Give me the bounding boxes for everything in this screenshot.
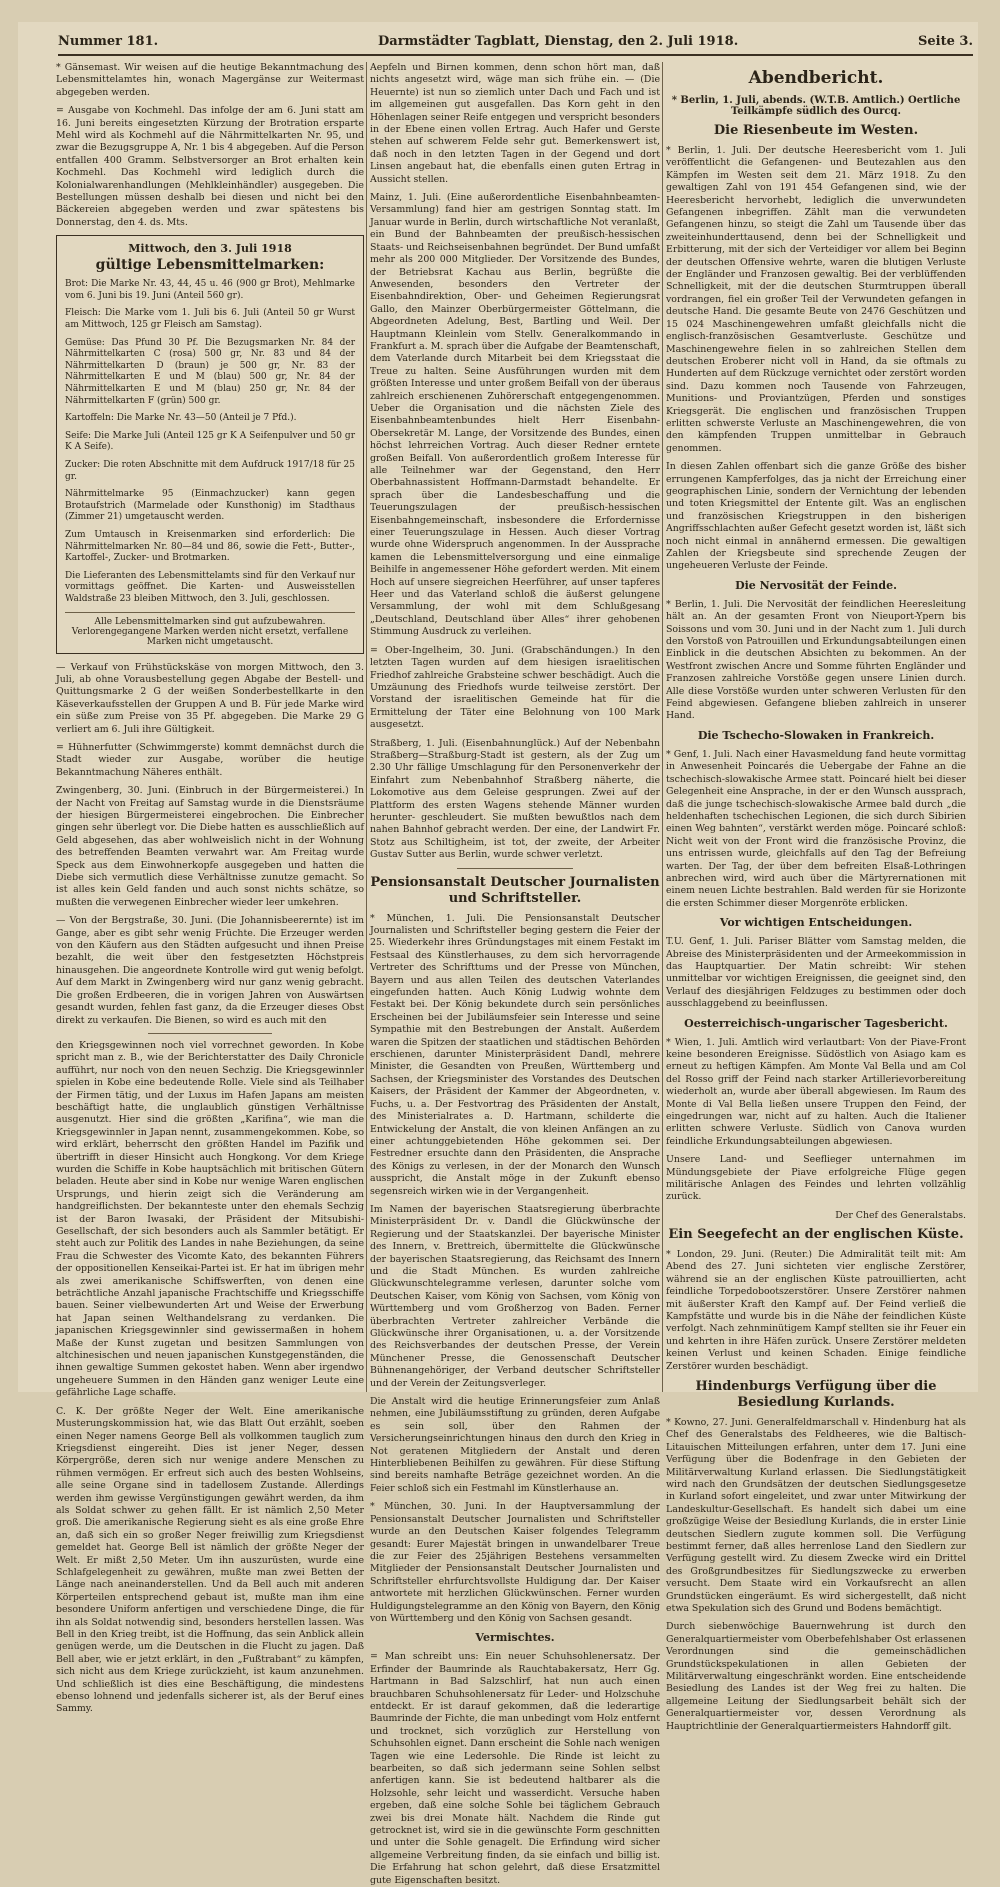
article-paragraph: — Verkauf von Frühstückskäse von morgen Mittwoch, den 3. Juli, ab ohne Vorausbestellung gegen Abgabe der Bestell- und Quittungsmarke 2 G der weißen Sonderbestellkarte in den Käseverkaufsstellen der Gruppen A und B. Für jede Marke wird ein süße zum Preise von 35 Pf. abgegeben. Die Marke 29 G verliert am 6. Juli ihre Gültigkeit. (56, 661, 364, 735)
signature-line: Der Chef des Generalstabs. (835, 1209, 966, 1221)
headline: Abendbericht. (748, 68, 884, 88)
separator (148, 1033, 271, 1034)
box-item: Die Lieferanten des Lebensmittelamts sind für den Verkauf nur vormittags geöffnet. Die Karten- und Ausweisstellen Waldstraße 23 bleiben Mittwoch, den 3. Juli, geschlossen. (65, 570, 355, 604)
column-divider (662, 62, 663, 1392)
ration-stamps-box (56, 235, 364, 653)
masthead-line: Darmstädter Tagblatt, Dienstag, den 2. Juli 1918. (378, 34, 739, 49)
box-item: Kartoffeln: Die Marke Nr. 43—50 (Anteil je 7 Pfd.). (65, 413, 297, 424)
separator (457, 868, 573, 869)
headline: Ein Seegefecht an der englischen Küste. (668, 1226, 964, 1242)
column-middle (370, 62, 660, 1886)
article-paragraph: * Berlin, 1. Juli. Die Nervosität der feindlichen Heeresleitung hält an. An der gesamten Front von Nieuport-Ypern bis Soissons und vom 30. Juni und in der Nacht zum 1. Juli durch den Vorstoß von Patrouillen und Erkundungsabteilungen einen Einblick in die deutschen Absichten zu bekommen. An der Westfront zwischen Ancre und Somme führten Engländer und Franzosen zahlreiche Vorstöße gegen unsere Linien durch. Alle diese Vorstöße wurden unter schweren Verlusten für den Feind abgewiesen. Gefangene blieben zahlreich in unserer Hand. (666, 598, 966, 722)
headline: Hindenburgs Verfügung über die Besiedlung Kurlands. (695, 1378, 937, 1410)
headline: Pensionsanstalt Deutscher Journalisten und Schriftsteller. (370, 874, 660, 906)
box-title: gültige Lebensmittelmarken: (95, 257, 325, 274)
headline: Oesterreichisch-ungarischer Tagesbericht. (684, 1016, 948, 1030)
box-date: Mittwoch, den 3. Juli 1918 (128, 242, 292, 256)
article-paragraph: den Kriegsgewinnen noch viel vorrechnet geworden. In Kobe spricht man z. B., wie der Berichterstatter des Daily Chronicle aufführt, nur noch von den neuen Sechzig. Die Kriegsgewinnler spielen in Kobe eine bedeutende Rolle. Viele sind als Teilhaber der Firmen tätig, und der Luxus im Hafen Japans am meisten beschäftigt hatte, die unglaublich günstigen Verhältnisse ausgenutzt. Hier sind die größten „Karifina“, wie man die Kriegsgewinnler in Japan nennt, zusammengekommen. Kobe, so wird erklärt, beherrscht den größten Handel im Pazifik und übertrifft in dieser Hinsicht auch Hongkong. Vor dem Kriege wurden die Schiffe in Kobe hauptsächlich mit britischen Gütern beladen. Heute aber sind in Kobe nur wenige Waren englischen Ursprungs, und hierin zeigt sich die Veränderung am handgreiflichsten. Der bekannteste unter den ehemals Sechzig ist der Baron Iwasaki, der Präsident der Mitsubishi-Gesellschaft, der sich besonders auch als Sammler betätigt. Er steht auch zur Politik des Landes in nahe Beziehungen, da seine Frau die Schwester des Vicomte Kato, des bekannten Führers der oppositionellen Kenseikai-Partei ist. Er hat im übrigen mehr als zwei amerikanische Schiffswerften, von denen eine beträchtliche Anzahl japanische Frachtschiffe und Kriegsschiffe bauen. Seiner vielbewunderten Art und Weise der Erwerbung hat Japan seinen Welthandelsrang zu verdanken. Die japanischen Kriegsgewinnler sind gewissermaßen in hohem Maße der Kunst zugetan und besitzen Sammlungen von altchinesischen und neuen japanischen Kunstgegenständen, die ihnen gewaltige Summen gekostet haben. Wenn aber irgendwo ungeheuere Summen in den Händen ganz weniger Leute eine gefährliche Lage schaffe. (56, 1039, 364, 1399)
article-paragraph: * London, 29. Juni. (Reuter.) Die Admiralität teilt mit: Am Abend des 27. Juni sichteten vier englische Zerstörer, während sie an der englischen Küste patrouillierten, acht feindliche Torpedobootszerstörer. Unsere Zerstörer nahmen mit äußerster Kraft den Kampf auf. Der Feind verließ die Kampfstätte und wurde bis in die Nähe der feindlichen Küste verfolgt. Nach zehnminütigem Kampf stellten sie ihr Feuer ein und kehrten in ihre Häfen zurück. Unsere Zerstörer meldeten keinen Verlust und keinen Schaden. Einige feindliche Zerstörer wurden beschädigt. (666, 1248, 966, 1372)
issue-number: Nummer 181. (58, 34, 159, 49)
article-paragraph: = Man schreibt uns: Ein neuer Schuhsohlenersatz. Der Erfinder der Baumrinde als Rauchtabakersatz, Herr Gg. Hartmann in Bad Salzschlirf, hat nun auch einen brauchbaren Schuhsohlenersatz für Leder- und Holzschuhe entdeckt. Er ist darauf gekommen, daß die lederartige Baumrinde der Fichte, die man unbedingt vom Holz entfernt und trocknet, sich vorzüglich zur Herstellung von Schuhsohlen eignet. Dann erscheint die Sohle nach wenigen Tagen wie eine Ledersohle. Die Rinde ist leicht zu bearbeiten, so daß sich jedermann seine Sohlen selbst anfertigen kann. Sie ist bedeutend haltbarer als die Holzsohle, sehr leicht und wasserdicht. Versuche haben ergeben, daß eine solche Sohle bei täglichem Gebrauch zwei bis drei Monate hält. Nachdem die Rinde gut getrocknet ist, wird sie in die gewünschte Form geschnitten und unter die Sohle genagelt. Die Erfindung wird sicher allgemeine Verbreitung finden, da sie einfach und billig ist. Die Erfahrung hat schon gelehrt, daß diese Ersatzmittel gute Eigenschaften besitzt. (370, 1651, 660, 1886)
article-paragraph: C. K. Der größte Neger der Welt. Eine amerikanische Musterungskommission hat, wie das Blatt Out erzählt, soeben einen Neger namens George Bell als vollkommen tauglich zum Kriegsdienst eingereiht. Dies ist jener Neger, dessen Körpergröße, deren sich nur wenige andere Menschen zu rühmen vermögen. Er erfreut sich auch des besten Wohlseins, alle seine Organe sind in tadellosem Zustande. Allerdings werden ihm gewisse Vergünstigungen gewährt werden, da ihm als Soldat schwer zu gehen fällt. Er ist nämlich 2,50 Meter groß. Die amerikanische Regierung sieht es als eine große Ehre an, daß sich ein so großer Neger freiwillig zum Kriegsdienst gemeldet hat. George Bell ist nämlich der größte Neger der Welt. Er mißt 2,50 Meter. Um ihn auszurüsten, wurde eine Schlafgelegenheit zu gewähren, mußte man zwei Betten der Länge nach aneinanderstellen. Und da Bell auch mit anderen Körperteilen entsprechend gebaut ist, mußte man ihm eine besondere Uniform anfertigen und verschiedene Dinge, die für ihn als Soldat notwendig sind, besonders herstellen lassen. Was Bell in den Krieg treibt, ist die Hoffnung, das sein Anblick allein genügen werde, um die Deutschen in die Flucht zu jagen. Daß Bell aber, wie er jetzt erklärt, in den „Fußtrabant“ zu kämpfen, sich nicht aus dem Kriege zurückzieht, ist kaum anzunehmen. Und schließlich ist dies eine Beschäftigung, die mindestens ebenso lohnend und jedenfalls sicherer ist, als der Beruf eines Sammy. (56, 1405, 364, 1715)
box-item: Gemüse: Das Pfund 30 Pf. Die Bezugsmarken Nr. 84 der Nährmittelkarten C (rosa) 500 gr, Nr. 83 und 84 der Nährmittelkarten D (braun) je 500 gr, Nr. 83 der Nährmittelkarten E und M (blau) 500 gr, Nr. 84 der Nährmittelkarten E und M (blau) 250 gr, Nr. 84 der Nährmittelkarten F (grün) 500 gr. (65, 337, 355, 406)
column-divider (366, 62, 367, 1392)
article-paragraph: Zwingenberg, 30. Juni. (Einbruch in der Bürgermeisterei.) In der Nacht von Freitag auf Samstag wurde in die Dienstsräume der hiesigen Bürgermeisterei eingebrochen. Die Einbrecher gingen sehr überlegt vor. Die Diebe hatten es ausschließlich auf Geld abgesehen, das aber wohlweislich nicht in der Wohnung des betreffenden Beamten verwahrt war. Am Freitag wurde Speck aus dem Einwohnerkopfe ausgegeben und hatten die Diebe sich vermutlich diese Verhältnisse zunutze gemacht. So ist alles kein Geld fanden und auch sonst nichts schätze, so mußten die verwegenen Einbrecher wieder leer umkehren. (56, 785, 364, 908)
page-number: Seite 3. (918, 34, 973, 49)
article-paragraph: = Ausgabe von Kochmehl. Das infolge der am 6. Juni statt am 16. Juni bereits eingesetzten Kürzung der Brotration ersparte Mehl wird als Kochmehl auf die Nährmittelkarten Nr. 95, und zwar die Bezugsgruppe A, Nr. 1 bis 4 abgegeben. Auf die Person entfallen 400 Gramm. Selbstversorger an Brot erhalten kein Kochmehl. Das Kochmehl wird lediglich durch die Kolonialwarenhandlungen (Mehlkleinhändler) ausgegeben. Die Bestellungen müssen deshalb bei diesen und nicht bei den Bäckereien abgegeben werden und zwar spätestens bis Donnerstag, den 4. ds. Mts. (56, 105, 364, 228)
article-paragraph: Straßberg, 1. Juli. (Eisenbahnunglück.) Auf der Nebenbahn Straßberg—Straßburg-Stadt ist gestern, als der Zug um 2.30 Uhr fällige Umschlagung für den Personenverkehr der Einfahrt zum Nebenbahnhof Straßberg näherte, die Lokomotive aus dem Geleise gesprungen. Zwei auf der Plattform des ersten Wagens stehende Männer wurden herunter- geschleudert. Sie mußten bewußtlos nach dem nahen Bahnhof gebracht werden. Der eine, der Landwirt Fr. Stotz aus Schiltigheim, ist tot, der zweite, der Arbeiter Gustav Sutter aus Berlin, wurde schwer verletzt. (370, 737, 660, 861)
article-paragraph: * München, 30. Juni. In der Hauptversammlung der Pensionsanstalt Deutscher Journalisten und Schriftsteller wurde an den Deutschen Kaiser folgendes Telegramm gesandt: Eurer Majestät bringen in unwandelbarer Treue die zur Feier des 25jährigen Bestehens versammelten Mitglieder der Pensionsanstalt Deutscher Journalisten und Schriftsteller ehrfurchtsvollste Huldigung dar. Der Kaiser antwortete mit herzlichen Glückwünschen. Ferner wurden Huldigungstelegramme an den König von Bayern, den König von Württemberg und den König von Sachsen gesandt. (370, 1501, 660, 1624)
box-item: Fleisch: Die Marke vom 1. Juli bis 6. Juli (Anteil 50 gr Wurst am Mittwoch, 125 gr Fleisch am Samstag). (65, 308, 355, 331)
article-paragraph: Die Anstalt wird die heutige Erinnerungsfeier zum Anlaß nehmen, eine Jubiläumsstiftung zu gründen, deren Aufgabe es sein soll, über den Rahmen der Versicherungseinrichtungen hinaus den durch den Krieg in Not geratenen Mitgliedern der Anstalt und deren Hinterbliebenen Beihilfen zu gewähren. Für diese Stiftung sind bereits namhafte Beträge gezeichnet worden. An die Feier schloß sich ein Festmahl im Künstlerhause an. (370, 1396, 660, 1494)
box-item: Zucker: Die roten Abschnitte mit dem Aufdruck 1917/18 für 25 gr. (65, 460, 355, 482)
article-paragraph: Im Namen der bayerischen Staatsregierung überbrachte Ministerpräsident Dr. v. Dandl die Glückwünsche der Regierung und der Staatskanzlei. Der bayerische Minister des Innern, v. Brettreich, übermittelte die Glückwünsche der bayerischen Staatsregierung, das Reichsamt des Innern und die Stadt München. Es wurden zahlreiche Glückwunschtelegramme verlesen, darunter solche vom Deutschen Kaiser, vom König von Sachsen, vom König von Württemberg und vom Großherzog von Baden. Ferner überbrachten Vertreter zahlreicher Verbände die Glückwünsche ihrer Organisationen, u. a. der Vorsitzende des Reichsverbandes der deutschen Presse, der Verein Münchener Presse, die Genossenschaft Deutscher Bühnenangehöriger, der Verband deutscher Schriftsteller und der Verein der Zeitungsverleger. (370, 1203, 660, 1389)
article-paragraph: * Genf, 1. Juli. Nach einer Havasmeldung fand heute vormittag in Anwesenheit Poincarés die Uebergabe der Fahne an die tschechisch-slowakische Armee statt. Poincaré hielt bei dieser Gelegenheit eine Ansprache, in der er den Wunsch aussprach, daß die junge tschechisch-slowakische Armee bald durch „die heldenhaften tschechischen Legionen, die sich durch Sibirien einen Weg bahnten“, verstärkt werden möge. Poincaré schloß: Nicht weit von der Front wird die französische Provinz, die uns entrissen wurde, gleichfalls auf den Tag der Befreiung warten. Der Tag, der über dem befreiten Elsaß-Lothringen anbrechen wird, wird auch über die Märtyrernationen mit einem neuen Lichte bestrahlen. Bald werden für sie Horizonte die ersten Schimmer dieser Morgenröte erblicken. (666, 748, 966, 909)
box-item: Seife: Die Marke Juli (Anteil 125 gr K A Seifenpulver und 50 gr K A Seife). (65, 430, 355, 453)
article-paragraph: Durch siebenwöchige Bauernwehrung ist durch den Generalquartiermeister vom Oberbefehlshaber Ost erlassenen Verordnungen sind die gemeinschädlichen Grundstückspekulationen in allen Gebieten der Militärverwaltung eingeschränkt worden. Eine entscheidende Besiedlung des Landes ist der Weg frei zu halten. Die allgemeine Leitung der Siedlungsarbeit behält sich der Generalquartiermeister vor, dessen Verordnung als Hauptrichtlinie der Generalquartiermeisters Hahndorff gilt. (666, 1621, 966, 1732)
article-paragraph: Aepfeln und Birnen kommen, denn schon hört man, daß nichts angesetzt wird, wäge man sich frühe ein. — (Die Heuernte) ist nun so ziemlich unter Dach und Fach und ist im allgemeinen gut ausgefallen. Das Korn geht in den Höhenlagen seiner Reife entgegen und verspricht besonders in der Ebene einen vollen Ertrag. Auch Hafer und Gerste stehen auf schwerem Felde sehr gut. Bemerkenswert ist, daß noch in den letzten Tagen in der Gegend und dort Linsen angebaut hat, die ebenfalls einen guten Ertrag in Aussicht stellen. (370, 62, 660, 185)
article-paragraph: Unsere Land- und Seeflieger unternahmen im Mündungsgebiete der Piave erfolgreiche Flüge gegen militärische Anlagen des Feindes und lehrten vollzählig zurück. (666, 1154, 966, 1203)
article-paragraph: * München, 1. Juli. Die Pensionsanstalt Deutscher Journalisten und Schriftsteller beging gestern die Feier der 25. Wiederkehr ihres Gründungstages mit einem Festakt im Festsaal des Künstlerhauses, zu dem sich hervorragende Vertreter des Schrifttums und der Presse von München, Bayern und aus allen Teilen des deutschen Vaterlandes eingefunden hatten. Auch König Ludwig wohnte dem Festakt bei. Der König bekundete durch sein persönliches Erscheinen bei der Jubiläumsfeier sein Interesse und seine Sympathie mit den Bestrebungen der Anstalt. Außerdem waren die Spitzen der staatlichen und städtischen Behörden erschienen, darunter Ministerpräsident Dandl, mehrere Minister, die Gesandten von Preußen, Württemberg und Sachsen, der Kriegsminister des Vorstandes des Deutschen Kaisers, der Präsident der Kammer der Abgeordneten, v. Fuchs, u. a. Der Festvortrag des Präsidenten der Anstalt, des Ministerialrates a. D. Hartmann, schilderte die Entwickelung der Anstalt, die von kleinen Anfängen an zu einer achtunggebietenden Höhe gekommen sei. Der Festredner ersuchte dann den Präsidenten, die Ansprache des Königs zu verlesen, in der der Monarch den Wunsch ausspricht, die Anstalt möge in der Zukunft ebenso segensreich wirken wie in der Vergangenheit. (370, 912, 660, 1197)
article-paragraph: In diesen Zahlen offenbart sich die ganze Größe des bisher errungenen Kampferfolges, das ja nicht der Erreichung einer geographischen Linie, sondern der Vernichtung der lebenden und toten Kriegsmittel der Entente gilt. Was an englischen und französischen Kriegstruppen in den bisherigen Angriffsschlachten außer Gefecht gesetzt worden ist, läßt sich noch nicht einmal in annähernd ermessen. Die gewaltigen Zahlen der Kriegsbeute sind sprechende Zeugen der ungeheueren Verluste der Feinde. (666, 461, 966, 572)
page-header (58, 32, 973, 56)
column-left (56, 62, 364, 1715)
article-paragraph: * Kowno, 27. Juni. Generalfeldmarschall v. Hindenburg hat als Chef des Generalstabs des Feldheeres, wie die Baltisch-Litauischen Mitteilungen erfahren, unter dem 17. Juni eine Verfügung über die Bodenfrage in den Gebieten der Militärverwaltung Kurland erlassen. Die Siedlungstätigkeit wird nach den Grundsätzen der deutschen Siedlungsgesetze in Kurland sofort eingeleitet, und zwar unter Mitwirkung der Landeskultur-Gesellschaft. Es handelt sich dabei um eine großzügige Weise der Besiedlung Kurlands, die in erster Linie deutschen Siedlern zugute kommen soll. Die Verfügung bestimmt ferner, daß alles herrenlose Land den Siedlern zur Verfügung gestellt wird. Zu diesem Zwecke wird ein Drittel des Großgrundbesitzes für Siedlungszwecke zu erwerben versucht. Dem Staate wird ein Vorkaufsrecht an allen Grundstücken eingeräumt. Es wird sichergestellt, daß nicht etwa Spekulation sich des Grund und Bodens bemächtigt. (666, 1416, 966, 1615)
box-note: Alle Lebensmittelmarken sind gut aufzubewahren. Verlorengegangene Marken werden nicht ersetzt, verfallene Marken nicht umgetauscht. (65, 612, 355, 647)
newspaper-page (18, 22, 978, 1886)
box-item: Nährmittelmarke 95 (Einmachzucker) kann gegen Brotaufstrich (Marmelade oder Kunsthonig) im Stadthaus (Zimmer 21) umgetauscht werden. (65, 489, 355, 523)
article-paragraph: T.U. Genf, 1. Juli. Pariser Blätter vom Samstag melden, die Abreise des Ministerpräsidenten und der Armeekommission in das Hauptquartier. Der Matin schreibt: Wir stehen unmittelbar vor wichtigen Ereignissen, die geeignet sind, den Verlauf des diesjährigen Feldzuges zu bestimmen oder doch ausschlaggebend zu beeinflussen. (666, 936, 966, 1010)
article-paragraph: = Ober-Ingelheim, 30. Juni. (Grabschändungen.) In den letzten Tagen wurden auf dem hiesigen israelitischen Friedhof zahlreiche Grabsteine schwer beschädigt. Auch die Umzäunung des Friedhofs wurde teilweise zerstört. Der Vorstand der israelitischen Gemeinde hat für die Ermittelung der Täter eine Belohnung von 100 Mark ausgesetzt. (370, 644, 660, 731)
box-item: Zum Umtausch in Kreisenmarken sind erforderlich: Die Nährmittelmarken Nr. 80—84 und 86, sowie die Fett-, Butter-, Kartoffel-, Zucker- und Brotmarken. (65, 529, 355, 564)
headline: Vor wichtigen Entscheidungen. (719, 916, 913, 930)
headline: Die Riesenbeute im Westen. (713, 123, 919, 138)
headline: Die Tschecho-Slowaken in Frankreich. (697, 728, 935, 742)
box-item: Brot: Die Marke Nr. 43, 44, 45 u. 46 (900 gr Brot), Mehlmarke vom 6. Juni bis 19. Juni (Anteil 560 gr). (65, 279, 355, 301)
article-paragraph: Mainz, 1. Juli. (Eine außerordentliche Eisenbahnbeamten-Versammlung) fand hier am gestrigen Sonntag statt. Im Januar wurde in Berlin, durch wirtschaftliche Not veranlaßt, ein Bund der Bahnbeamten der preußisch-hessischen Staats- und Reichseisenbahnen begründet. Der Bund umfaßt mehr als 200 000 Mitglieder. Der Vorsitzende des Bundes, der Betriebsrat Kachau aus Berlin, begrüßte die Anwesenden, besonders den Vertreter der Eisenbahndirektion, Ober- und Geheimen Regierungsrat Gallo, den Mainzer Oberbürgermeister Göttelmann, die Abgeordneten Adelung, Best, Bartling und Weil. Der Hauptmann Kleinlein vom Stellv. Generalkommando in Frankfurt a. M. sprach über die Aufgabe der Beamtenschaft, dem Vaterlande durch Mitarbeit bei dem Kriegsstaat die Treue zu halten. Seine Ausführungen wurden mit dem größten Interesse und unter großem Beifall von der überaus zahlreich erschienenen Zuhörerschaft entgegengenommen. Ueber die Organisation und die nächsten Ziele des Eisenbahnbeamtenbundes hielt Herr Eisenbahn-Obersekretär M. Lange, der Vorsitzende des Bundes, einen höchst lehrreichen Vortrag. Auch dieser Redner erntete großen Beifall. Von außerordentlich großem Interesse für alle Teilnehmer war der Gegenstand, den Herr Oberbahnassistent Hoffmann-Darmstadt behandelte. Er sprach über die Landesbeschaffung und die Teuerungszulagen der preußisch-hessischen Eisenbahngemeinschaft, insbesondere die Erfordernisse einer Teuerungszulage in Hessen. Auch dieser Vortrag wurde ohne Widerspruch angenommen. In der Aussprache kamen die Lebensmittelversorgung und eine einmalige Beihilfe in angemessener Höhe gefordert werden. Mit einem Hoch auf unsere siegreichen Heerführer, auf unser tapferes Heer und das Vaterland schloß die äußerst gelungene Versammlung, der wohl mit dem Schlußgesang „Deutschland, Deutschland über Alles“ ihrer gehobenen Stimmung Ausdruck zu verleihen. (370, 192, 660, 638)
column-right (666, 62, 966, 1732)
article-paragraph: — Von der Bergstraße, 30. Juni. (Die Johannisbeerernte) ist im Gange, aber es gibt sehr wenig Früchte. Die Erzeuger werden von den Käufern aus den Städten aufgesucht und ihnen Preise bezahlt, die weit über den festgesetzten Höchstpreis hinausgehen. Die angeordnete Kontrolle wird gut wenig befolgt. Auf dem Markt in Zwingenberg wird nur ganz wenig gebracht. Die großen Erdbeeren, die in vorigen Jahren von Auswärtsen gesandt wurden, fehlen fast ganz, da die Erzeuger dieses Obst direkt zu verkaufen. Die Bienen, so wird es auch mit den (56, 915, 364, 1026)
article-paragraph: * Wien, 1. Juli. Amtlich wird verlautbart: Von der Piave-Front keine besonderen Ereignisse. Südöstlich von Asiago kam es erneut zu heftigen Kämpfen. Am Monte Val Bella und am Col del Rosso griff der Feind nach starker Artillerievorbereitung wiederholt an, wurde aber überall abgewiesen. Im Raum des Monte di Val Bella ließen unsere Truppen den Feind, der eingedrungen war, nicht auf zu halten. Auch die Italiener erlitten schwere Verluste. Südlich von Canova wurden feindliche Erkundungsabteilungen abgewiesen. (666, 1036, 966, 1147)
article-paragraph: * Berlin, 1. Juli. Der deutsche Heeresbericht vom 1. Juli veröffentlicht die Gefangenen- und Beutezahlen aus den Kämpfen im Westen seit dem 21. März 1918. Zu den gewaltigen Zahl von 191 454 Gefangenen sind, wie der Heeresbericht hervorhebt, lediglich die unverwundeten Gefangenen inbegriffen. Zählt man die verwundeten Gefangenen hinzu, so steigt die Zahl um Tausende über das zweiteinhunderttausend, denn bei der Schnelligkeit und Erbitterung, mit der sich der Verteidiger vor allem bei Beginn der deutschen Offensive wehrte, waren die blutigen Verluste der Engländer und Franzosen gewaltig. Bei der verblüffenden Schnelligkeit, mit der die deutschen Sturmtruppen überall vordrangen, fiel ein großer Teil der Verwundeten gefangen in deutsche Hand. Die gesamte Beute von 2476 Geschützen und 15 024 Maschinengewehren umfaßt gleichfalls nicht die englisch-französischen Gesamtverluste. Geschütze und Maschinengewehre fielen in so zahlreichen Stellen dem deutschen Eroberer nicht voll in Hand, da sie oftmals zu Hunderten auf dem Rückzuge vernichtet oder zerstört worden sind. Dazu kommen noch Tausende von Fahrzeugen, Munitions- und Proviantzügen, Pferden und sonstiges Kriegsgerät. Die englischen und französischen Truppen erlitten schwerste Verluste an Maschinengewehren, die von den kämpfenden Truppen unmittelbar in Gebrauch genommen. (666, 145, 966, 454)
subheadline: * Berlin, 1. Juli, abends. (W.T.B. Amtlich.) Oertliche Teilkämpfe südlich des Ourcq. (671, 95, 961, 117)
article-paragraph: = Hühnerfutter (Schwimmgerste) kommt demnächst durch die Stadt wieder zur Ausgabe, worüber die heutige Bekanntmachung Näheres enthält. (56, 741, 364, 778)
headline: Vermischtes. (475, 1631, 555, 1645)
headline: Die Nervosität der Feinde. (735, 578, 897, 592)
article-paragraph: * Gänsemast. Wir weisen auf die heutige Bekanntmachung des Lebensmittelamtes hin, wonach Magergänse zur Weitermast abgegeben werden. (56, 62, 364, 98)
